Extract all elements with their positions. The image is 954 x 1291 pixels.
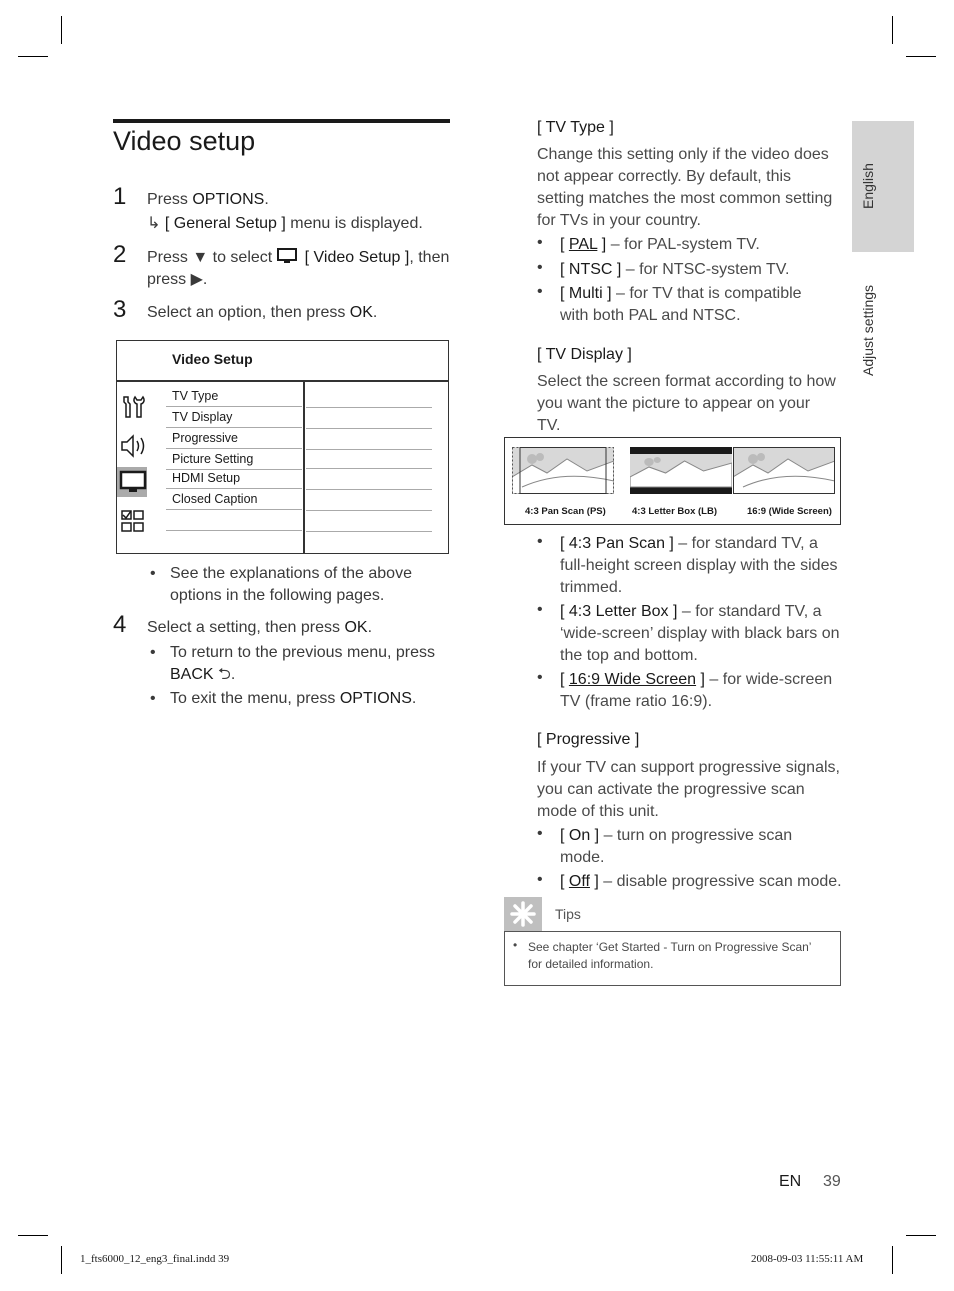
- step-2-text-line2: press ▶.: [147, 271, 208, 288]
- footer-timestamp: 2008-09-03 11:55:11 AM: [751, 1253, 864, 1265]
- progressive-option-on: [ On ] – turn on progressive scan mode.: [560, 827, 793, 866]
- bullet-dot: •: [537, 283, 543, 300]
- menu-value-line: [306, 468, 432, 469]
- tv-display-title: [ TV Display ]: [537, 346, 632, 363]
- bullet-dot: •: [537, 669, 543, 686]
- page-title: Video setup: [113, 126, 256, 156]
- tv-type-option-pal: [ PAL ] – for PAL-system TV.: [560, 236, 760, 253]
- bullet-dot: •: [537, 825, 543, 842]
- menu-item-hdmi-setup: HDMI Setup: [166, 468, 302, 489]
- step-4-text: Select a setting, then press OK.: [147, 619, 373, 636]
- bullet-dot: •: [537, 234, 543, 251]
- tv-type-option-ntsc: [ NTSC ] – for NTSC-system TV.: [560, 261, 790, 278]
- crop-mark: [18, 1235, 48, 1236]
- speaker-icon: [118, 431, 148, 461]
- step-1-result: ↳ [ General Setup ] menu is displayed.: [147, 215, 423, 232]
- wide-screen-image: [733, 447, 835, 494]
- menu-item-empty: [166, 510, 302, 531]
- step-number: 1: [113, 183, 127, 210]
- menu-value-line: [306, 510, 432, 511]
- tv-display-illustration: [504, 437, 841, 525]
- crop-mark: [18, 56, 48, 57]
- note-bullet: • See the explanations of the above options in the following pages.: [150, 565, 412, 604]
- caption-wide-screen: 16:9 (Wide Screen): [747, 506, 832, 517]
- tips-label: Tips: [555, 906, 581, 922]
- crop-mark: [61, 16, 62, 44]
- monitor-icon: [277, 248, 297, 264]
- letter-box-image: [630, 447, 732, 494]
- menu-value-line: [306, 407, 432, 408]
- menu-item-tv-display: TV Display: [166, 407, 302, 428]
- side-tab-adjust-settings-label: Adjust settings: [860, 284, 876, 376]
- step-number: 2: [113, 241, 127, 268]
- tips-icon: [504, 897, 542, 931]
- tv-display-option-wide-screen: [ 16:9 Wide Screen ] – for wide-screen TV (frame ratio 16:9).: [560, 671, 833, 710]
- step-4-bullet-back: • To return to the previous menu, press BACK ⮌.: [150, 644, 436, 683]
- caption-letter-box: 4:3 Letter Box (LB): [632, 506, 717, 517]
- step-2-text: Press ▼ to select [ Video Setup ], then: [147, 249, 450, 266]
- menu-item-closed-caption: Closed Caption: [166, 489, 302, 510]
- tv-display-option-letter-box: [ 4:3 Letter Box ] – for standard TV, a ‘wide-screen’ display with black bars on the top and bottom.: [560, 603, 840, 664]
- tips-text: See chapter ‘Get Started - Turn on Progressive Scan’ for detailed information.: [528, 940, 812, 971]
- video-setup-menu: [116, 340, 449, 554]
- menu-value-line: [306, 531, 432, 532]
- side-tab-english-label: English: [860, 163, 876, 209]
- progressive-title: [ Progressive ]: [537, 731, 640, 748]
- pan-scan-image: [512, 447, 614, 494]
- menu-value-line: [306, 428, 432, 429]
- bullet-dot: •: [537, 259, 543, 276]
- step-4-bullet-exit: • To exit the menu, press OPTIONS.: [150, 690, 417, 707]
- tips-header: [504, 897, 841, 931]
- tv-type-description: Change this setting only if the video does not appear correctly. By default, this setting matches the most common setting for TVs in your country.: [537, 146, 833, 229]
- menu-item-progressive: Progressive: [166, 428, 302, 449]
- tv-type-title: [ TV Type ]: [537, 119, 614, 136]
- tv-display-description: Select the screen format according to how you want the picture to appear on your TV.: [537, 373, 836, 434]
- title-rule: [113, 119, 450, 123]
- settings-icon: [118, 392, 148, 422]
- menu-item-tv-type: TV Type: [166, 386, 302, 407]
- page-number: 39: [823, 1173, 841, 1190]
- step-3-text: Select an option, then press OK.: [147, 304, 378, 321]
- progressive-option-off: [ Off ] – disable progressive scan mode.: [560, 873, 842, 890]
- menu-divider: [303, 382, 305, 554]
- bullet-dot: •: [537, 601, 543, 618]
- caption-pan-scan: 4:3 Pan Scan (PS): [525, 506, 606, 517]
- step-1-text: Press OPTIONS.: [147, 191, 269, 208]
- tv-type-option-multi: [ Multi ] – for TV that is compatible with both PAL and NTSC.: [560, 285, 802, 324]
- preference-icon: [118, 507, 148, 537]
- progressive-description: If your TV can support progressive signals, you can activate the progressive scan mode of this unit.: [537, 759, 840, 820]
- menu-item-picture-setting: Picture Setting: [166, 449, 302, 470]
- crop-mark: [892, 1246, 893, 1274]
- crop-mark: [892, 16, 893, 44]
- crop-mark: [61, 1246, 62, 1274]
- page-language: EN: [779, 1173, 802, 1190]
- bullet-dot: •: [537, 871, 543, 888]
- tv-display-option-pan-scan: [ 4:3 Pan Scan ] – for standard TV, a full-height screen display with the sides trimmed.: [560, 535, 838, 596]
- bullet-dot: •: [513, 938, 518, 952]
- monitor-icon: [118, 467, 148, 497]
- step-number: 4: [113, 611, 127, 638]
- crop-mark: [906, 56, 936, 57]
- crop-mark: [906, 1235, 936, 1236]
- menu-value-line: [306, 449, 432, 450]
- bullet-dot: •: [537, 533, 543, 550]
- tips-box: [504, 931, 841, 986]
- footer-filename: 1_fts6000_12_eng3_final.indd 39: [80, 1253, 230, 1265]
- menu-header: Video Setup: [117, 341, 448, 382]
- step-number: 3: [113, 296, 127, 323]
- menu-value-line: [306, 489, 432, 490]
- result-arrow-icon: ↳: [147, 215, 161, 232]
